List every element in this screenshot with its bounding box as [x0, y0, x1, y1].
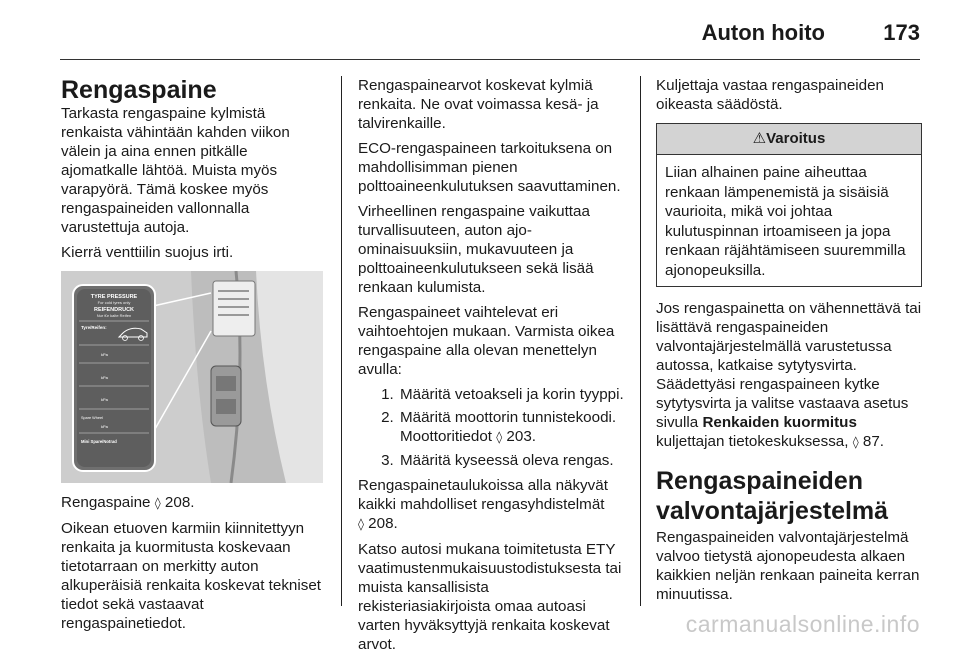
page-ref[interactable]: 87.	[862, 433, 885, 450]
page-ref-icon: ◊	[852, 435, 859, 449]
paragraph: Tarkasta rengaspaine kylmistä renkaista vähintään kahden viikon välein ja aina ennen pitkälle ajomatkalle lähtöä. Muista myös varapyörä. Tämä koskee myös rengaspaineiden vallonnalla varustettuja autoja.	[61, 105, 290, 236]
column-divider	[341, 76, 342, 606]
column-divider	[640, 76, 641, 606]
paragraph	[358, 476, 624, 534]
paragraph: Rengaspainearvot koskevat kylmiä renkaita. Ne ovat voimassa kesä- ja talvirenkaille.	[358, 77, 599, 132]
warning-header	[657, 124, 921, 155]
label-tyre-row: Tyre/Reifen:	[81, 325, 107, 330]
page-ref[interactable]: 208.	[164, 494, 195, 511]
menu-name: Renkaiden kuormitus	[702, 414, 857, 431]
paragraph: Katso autosi mukana toimitetusta ETY vaatimustenmukaisuustodistuksesta tai muista kansallisista rekisteriasiakirjoista omaa autoasi varten hyväksyttyjä renkaita koskevat arvot.	[358, 541, 622, 653]
label-subtitle: For cold tyres only	[97, 300, 131, 305]
paragraph: Kierrä venttiilin suojus irti.	[61, 244, 234, 261]
page-ref[interactable]: 208.	[368, 515, 398, 532]
numbered-list	[358, 385, 624, 470]
paragraph: Oikean etuoven karmiin kiinnitettyyn renkaita ja kuormitusta koskevaan tietotarraan on merkitty auton alkuperäisiä renkaita koskevat tekniset tiedot sekä vastaavat rengaspainetiedot.	[61, 520, 322, 632]
section-heading: Rengaspaineiden valvontajärjestelmä	[656, 467, 889, 525]
label-unit: kPa	[101, 424, 108, 429]
warning-triangle-icon: ⚠	[752, 129, 767, 147]
warning-title: Varoitus	[766, 130, 826, 147]
header-rule	[60, 59, 920, 60]
label-title: TYRE PRESSURE	[90, 294, 138, 300]
label-unit: kPa	[101, 397, 108, 402]
watermark: carmanualsonline.info	[685, 611, 920, 637]
column-1	[61, 76, 326, 639]
section-title: Auton hoito	[701, 20, 825, 45]
label-mini-row: Mini Spare/Notrad	[81, 439, 117, 444]
page-ref-icon: ◊	[358, 517, 364, 531]
paragraph-text: Jos rengaspainetta on vähennettävä tai lisättävä rengaspaineiden valvontajärjestelmällä varustetussa autossa, katkaise sytytysvirta. Säädettyäsi rengaspaineen kytke sytytysvirta ja valitse vastaava asetus sivulla	[656, 300, 922, 431]
label-subtitle-de: Nur für kalte Reifen	[96, 313, 132, 318]
paragraph: ECO-rengaspaineen tarkoituksena on mahdollisimman pienen polttoaineenkulutuksen saavuttaminen.	[358, 140, 621, 195]
label-title-de: REIFENDRUCK	[93, 307, 135, 313]
list-item: 1. Määritä vetoakseli ja korin tyyppi.	[398, 385, 624, 404]
label-spare-row: Spare Wheel	[81, 416, 103, 420]
page-ref-icon: ◊	[496, 430, 503, 444]
figure-caption-text: Rengaspaine	[61, 494, 151, 511]
list-item-text: Määritä moottorin tunnistekoodi. Moottoritiedot	[400, 409, 617, 445]
label-unit: kPa	[101, 375, 108, 380]
paragraph	[61, 493, 326, 513]
list-item	[398, 408, 624, 447]
page-ref-icon: ◊	[154, 496, 161, 510]
tyre-label-illustration	[61, 271, 323, 483]
label-unit: kPa	[101, 352, 108, 357]
paragraph-text: kuljettajan tietokeskuksessa,	[656, 433, 849, 450]
page-ref[interactable]: 203.	[506, 428, 536, 445]
paragraph: Rengaspaineiden valvontajärjestelmä valvoo tietystä ajonopeudesta alkaen kaikkien neljän renkaan paineita kerran minuutissa.	[656, 529, 920, 603]
paragraph: Rengaspaineet vaihtelevat eri vaihtoehtojen mukaan. Varmista oikea rengaspaine alla olevan menettelyn avulla:	[358, 304, 615, 378]
page-header	[0, 0, 960, 60]
list-item: 3. Määritä kyseessä oleva rengas.	[398, 451, 624, 470]
column-2	[358, 76, 624, 660]
column-3	[656, 76, 922, 610]
paragraph-text: Rengaspainetaulukoissa alla näkyvät kaikki mahdolliset rengasyhdistelmät	[358, 477, 608, 513]
door-pillar-drawing	[61, 271, 323, 483]
section-heading: Rengaspaine	[61, 76, 217, 104]
warning-box	[656, 123, 922, 287]
page-number: 173	[883, 20, 920, 45]
paragraph: Kuljettaja vastaa rengaspaineiden oikeasta säädöstä.	[656, 77, 884, 113]
warning-text: Liian alhainen paine aiheuttaa renkaan lämpenemistä ja sisäisiä vaurioita, mikä voi johtaa kulutuspinnan irtoamiseen ja jopa renkaan räjähtämiseen suuremmilla ajonopeuksilla.	[665, 164, 906, 279]
paragraph: Virheellinen rengaspaine vaikuttaa turvallisuuteen, auton ajo-ominaisuuksiin, mukavuuteen ja polttoaineenkulutukseen sekä lisää renkaan kulumista.	[358, 203, 594, 296]
paragraph	[656, 299, 922, 452]
